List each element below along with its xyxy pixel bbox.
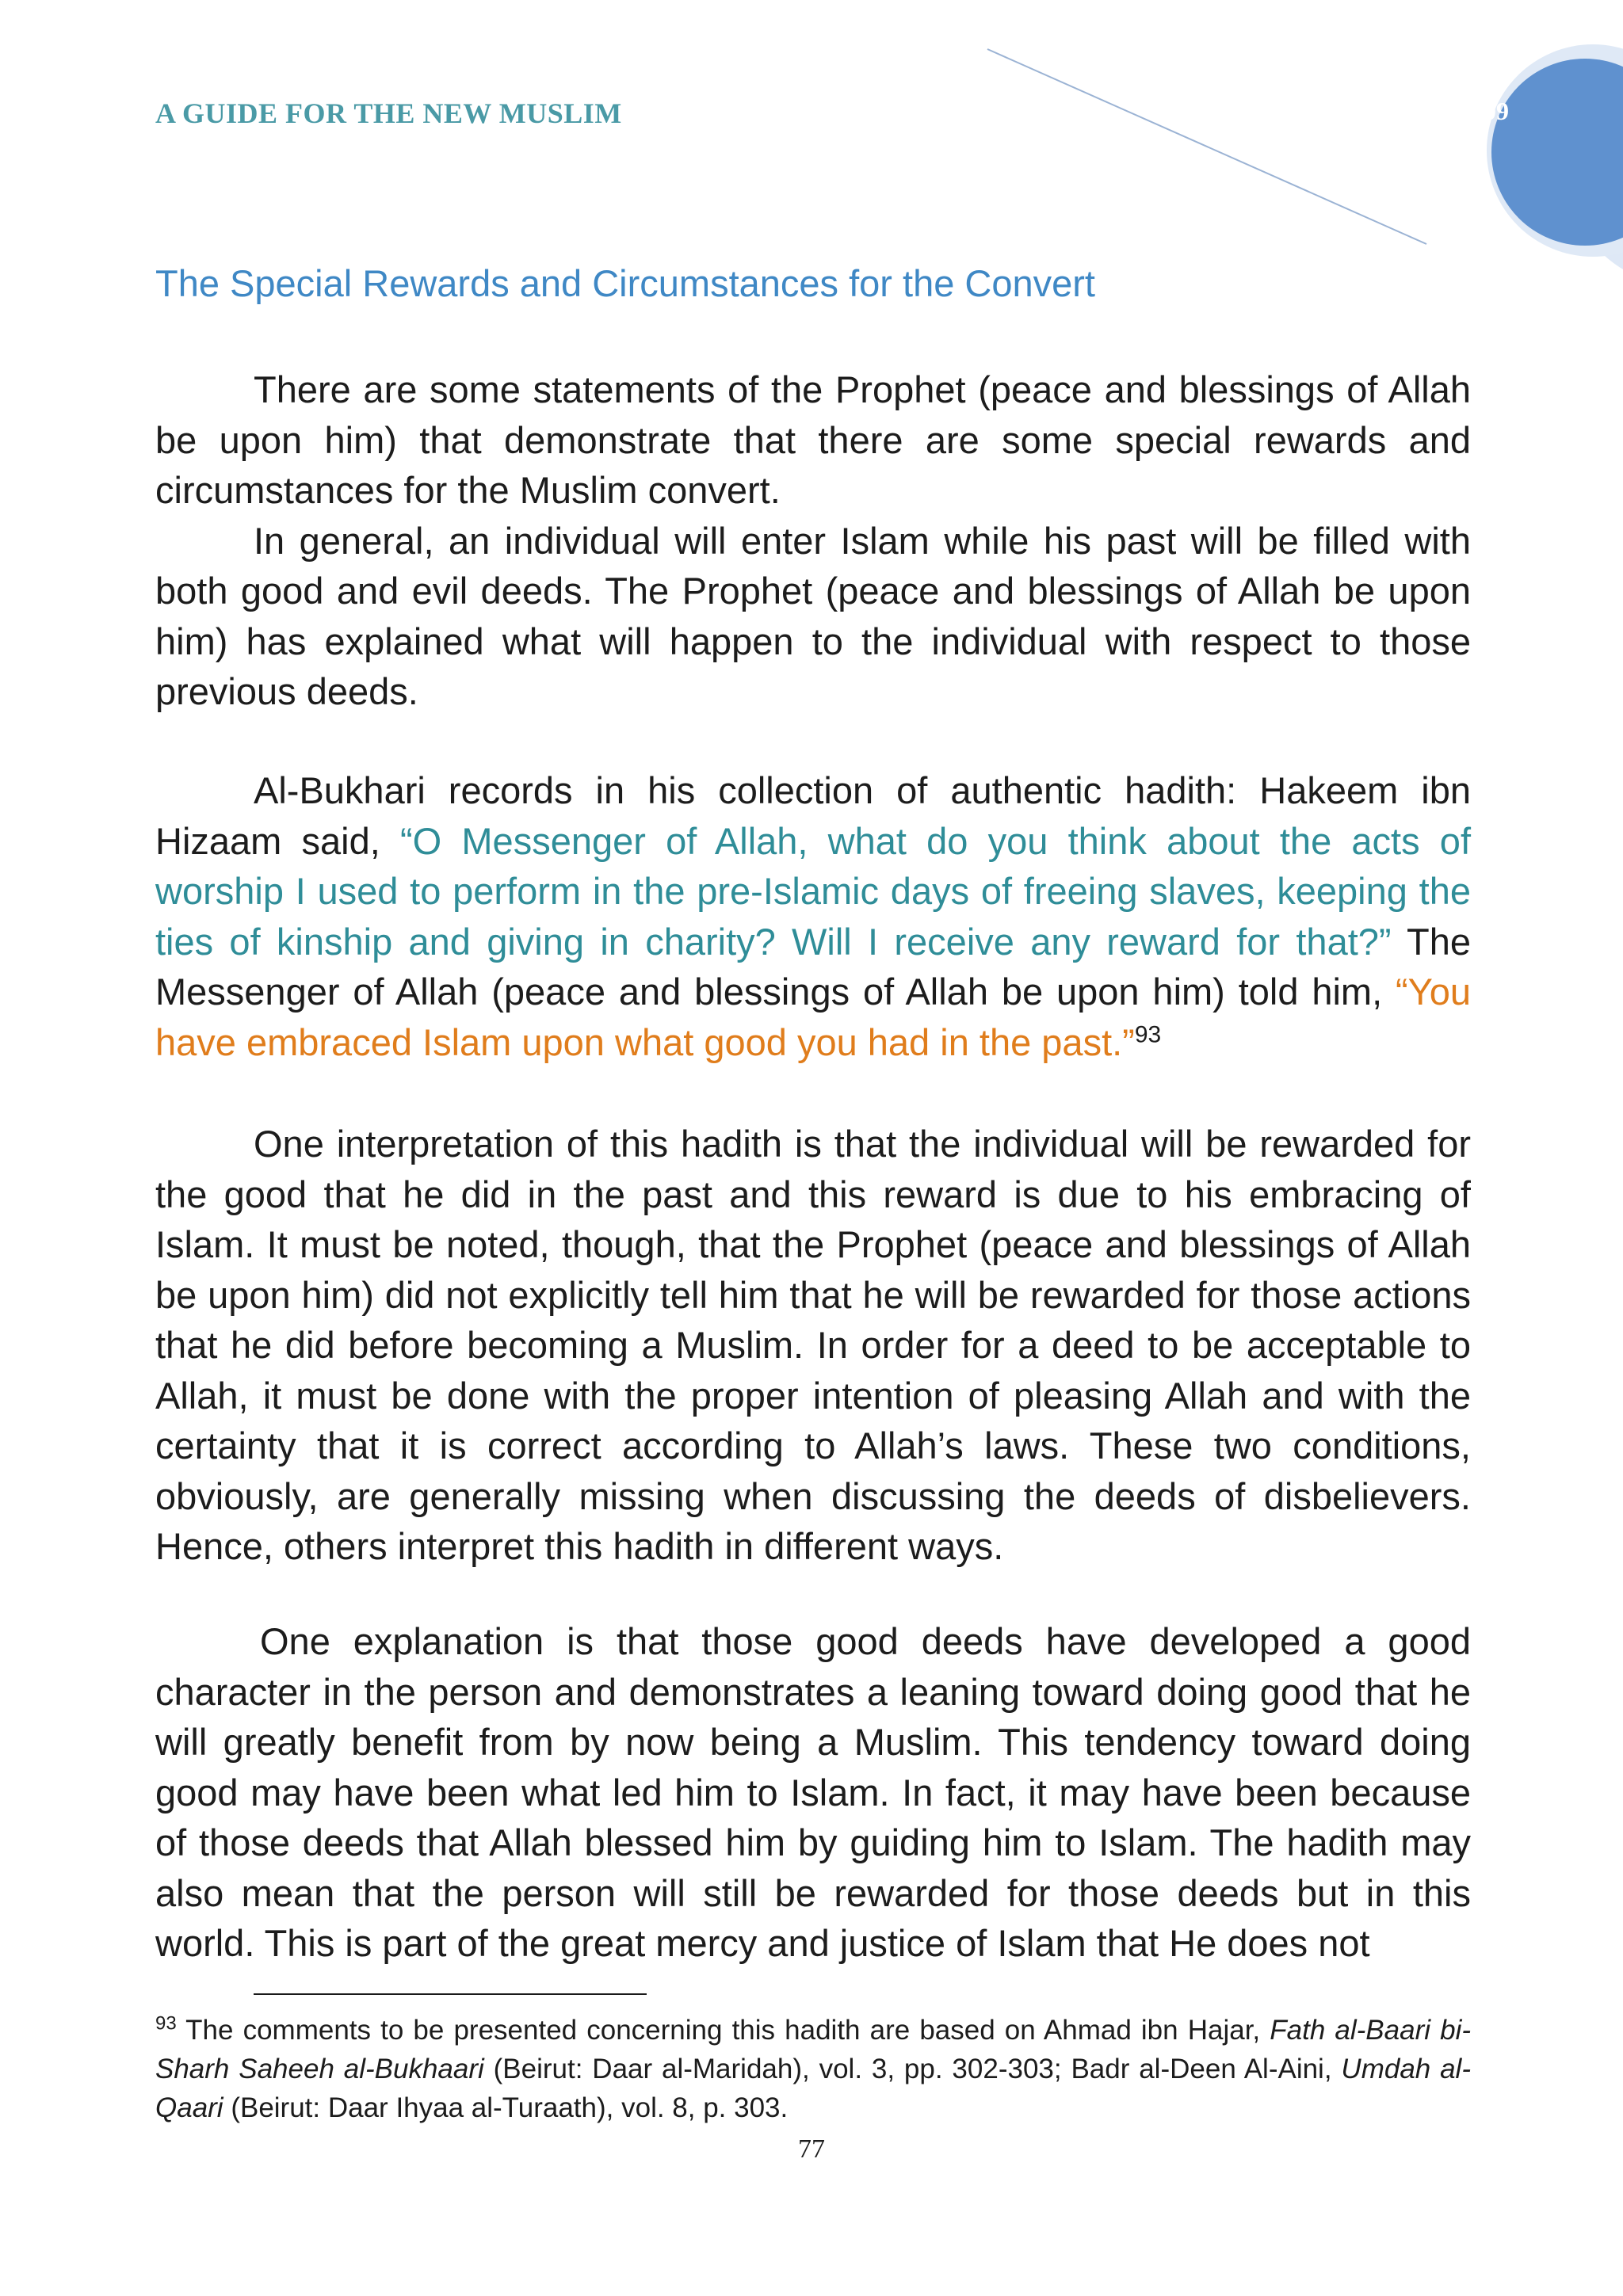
page-number: 77 [798, 2134, 825, 2164]
hadith-block [155, 765, 1471, 1067]
header-year: 1430 2009 [1401, 97, 1509, 125]
hadith-paragraph [155, 765, 1471, 1067]
intro-paragraph-2: In general, an individual will enter Islam while his past will be filled with both good and evil deeds. The Prophet (peace and blessings of Allah be upon him) has explained what will happen to the individual with respect to those previous deeds. [155, 519, 1471, 712]
footnote-divider [254, 1993, 647, 1995]
explanation-block [155, 1616, 1471, 1969]
explanation-paragraph: One explanation is that those good deeds have developed a good character in the person and demonstrates a leaning toward doing good that he will greatly benefit from by now being a Muslim. This tendency toward doing good may have been what led him to Islam. In fact, it may have been because of those deeds that Allah blessed him by guiding him to Islam. The hadith may also mean that the person will still be rewarded for those deeds but in this world. This is part of the great mercy and justice of Islam that He does not [155, 1620, 1471, 1964]
section-title: The Special Rewards and Circumstances for the Convert [155, 262, 1095, 304]
hadith-lead-text: Al-Bukhari records in his collection of authentic hadith: Hakeem ibn Hizaam said, [155, 769, 1471, 862]
interpretation-paragraph: One interpretation of this hadith is that the individual will be rewarded for the good that he did in the past and this reward is due to his embracing of Islam. It must be noted, though, that the Prophet (peace and blessings of Allah be upon him) did not explicitly tell him that he will be rewarded for those actions that he did before becoming a Muslim. In order for a deed to be acceptable to Allah, it must be done with the proper intention of pleasing Allah and with the certainty that it is correct according to Allah’s laws. These two conditions, obviously, are generally missing when discussing the deeds of disbelievers. Hence, others interpret this hadith in different ways. [155, 1123, 1471, 1567]
footnote-text-2: (Beirut: Daar al-Maridah), vol. 3, pp. 302-303; Badr al-Deen Al-Aini, [483, 2054, 1342, 2084]
intro-block [155, 364, 1471, 717]
footnote-reference[interactable]: 93 [1134, 1020, 1162, 1047]
footnote [155, 2011, 1471, 2127]
question-quote: “O Messenger of Allah, what do you think about the acts of worship I used to perform in the pre-Islamic days of freeing slaves, keeping the ties of kinship and giving in charity? Will I receive any reward for that?” [155, 819, 1471, 963]
intro-paragraph-1: There are some statements of the Prophet (peace and blessings of Allah be upon him) that demonstrate that there are some special rewards and circumstances for the Muslim convert. [155, 368, 1471, 511]
footnote-text-3: (Beirut: Daar Ihyaa al-Turaath), vol. 8, p. 303. [223, 2092, 789, 2123]
footnote-title-2: Umdah al-Qaari [155, 2054, 1471, 2123]
interpretation-block [155, 1119, 1471, 1572]
answer-quote: “You have embraced Islam upon what good you had in the past.” [155, 971, 1471, 1063]
footnote-text-1: The comments to be presented concerning this hadith are based on Ahmad ibn Hajar, [176, 2015, 1270, 2046]
running-header: A GUIDE FOR THE NEW MUSLIM [155, 97, 622, 129]
footnote-title-1: Fath al-Baari bi-Sharh Saheeh al-Bukhaari [155, 2015, 1471, 2084]
hadith-middle-text: The Messenger of Allah (peace and blessings of Allah be upon him) told him, [155, 920, 1471, 1013]
footnote-number: 93 [155, 2012, 177, 2035]
header-decoration [951, 32, 1623, 285]
